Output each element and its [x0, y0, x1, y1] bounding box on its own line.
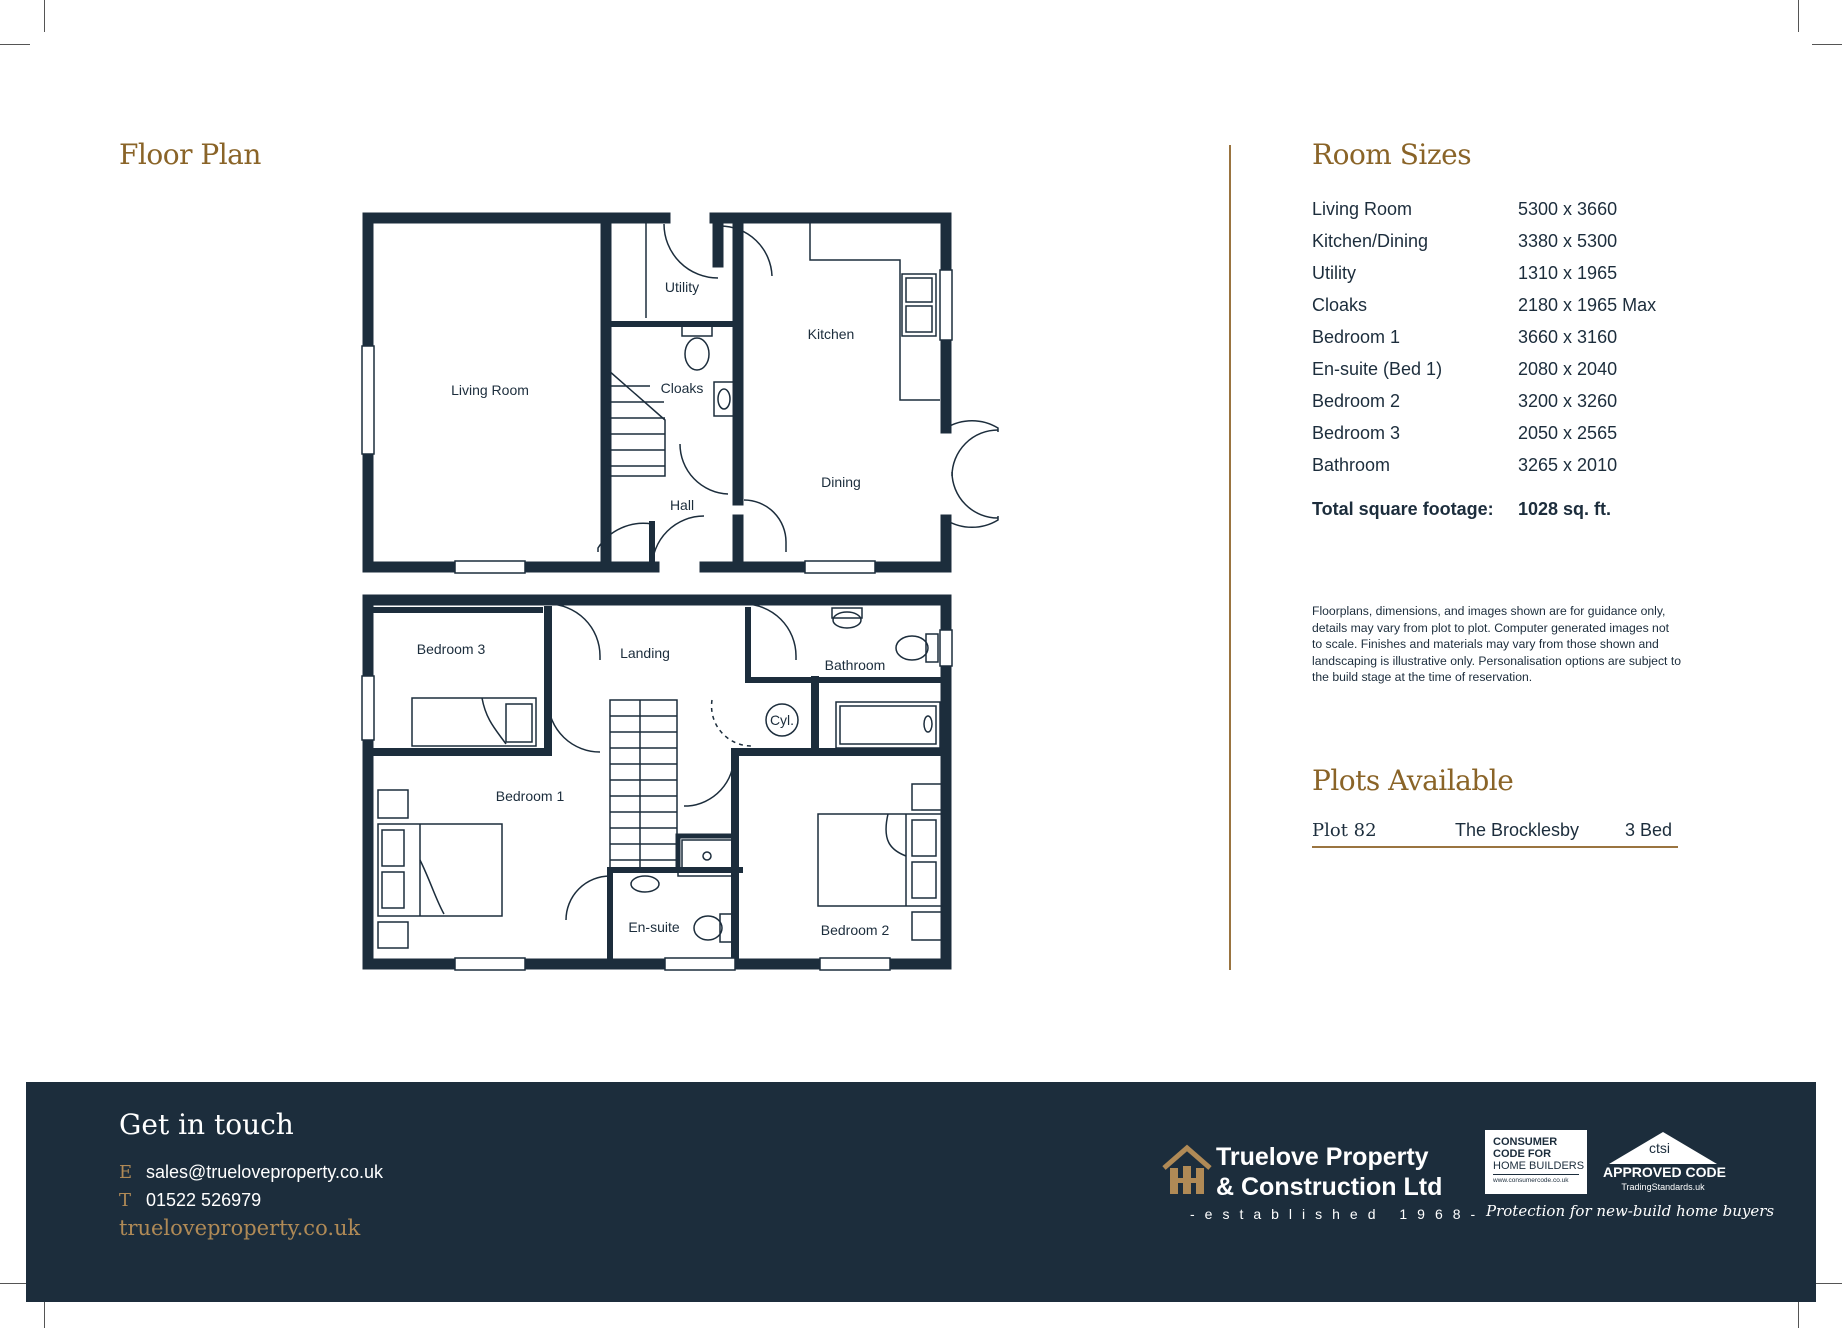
total-footage-value: 1028 sq. ft.: [1518, 499, 1612, 519]
cloaks-label: Cloaks: [660, 380, 704, 396]
room-size-row: [1312, 417, 1732, 449]
kitchen-label: Kitchen: [807, 326, 855, 342]
room-size-row: [1312, 257, 1732, 289]
room-name: Bedroom 1: [1312, 326, 1401, 347]
plots-available-title: Plots Available: [1312, 764, 1514, 797]
room-sizes-title: Room Sizes: [1312, 138, 1472, 171]
crop-mark: [1798, 0, 1799, 32]
room-size: 3380 x 5300: [1518, 230, 1618, 251]
room-size: 1310 x 1965: [1518, 262, 1618, 283]
room-name: Bedroom 2: [1312, 390, 1401, 411]
room-size-row: [1312, 289, 1732, 321]
company-name-line1: Truelove Property: [1216, 1143, 1429, 1171]
established-text: -established 1968-: [1190, 1206, 1486, 1222]
dining-label: Dining: [821, 474, 861, 490]
room-name: Cloaks: [1312, 294, 1368, 315]
floor-plan-title: Floor Plan: [119, 138, 261, 171]
room-name: Kitchen/Dining: [1312, 230, 1429, 251]
plot-number: Plot 82: [1312, 820, 1377, 841]
room-size: 3660 x 3160: [1518, 326, 1618, 347]
tsi-approved-badge: [1603, 1130, 1726, 1200]
room-name: En-suite (Bed 1): [1312, 358, 1443, 379]
utility-label: Utility: [664, 279, 700, 295]
company-name: [1216, 1142, 1442, 1202]
room-size-row: [1312, 353, 1732, 385]
room-size: 3265 x 2010: [1518, 454, 1618, 475]
hall-label: Hall: [669, 497, 695, 513]
bathroom-label: Bathroom: [824, 657, 886, 673]
website-link[interactable]: trueloveproperty.co.uk: [119, 1216, 361, 1240]
consumer-code-badge: [1485, 1130, 1587, 1194]
tsi-logo-text: ctsi: [1649, 1140, 1670, 1156]
trading-standards-text: TradingStandards.uk: [1621, 1182, 1705, 1192]
cylinder-label: Cyl.: [769, 712, 795, 728]
floor-plan-drawing: [340, 190, 1020, 990]
cc-line1: CONSUMER: [1493, 1136, 1558, 1148]
bedroom1-label: Bedroom 1: [495, 788, 565, 804]
crop-mark: [1798, 1298, 1799, 1328]
email-key: E: [119, 1162, 133, 1183]
bedroom3-label: Bedroom 3: [416, 641, 486, 657]
house-logo-icon: [1162, 1144, 1212, 1198]
room-name: Bedroom 3: [1312, 422, 1401, 443]
crop-mark: [44, 0, 45, 32]
living-room-label: Living Room: [451, 382, 529, 398]
room-size: 2050 x 2565: [1518, 422, 1618, 443]
room-name: Living Room: [1312, 198, 1413, 219]
room-size-row: [1312, 193, 1732, 225]
room-size: 2180 x 1965 Max: [1518, 294, 1657, 315]
disclaimer-text: Floorplans, dimensions, and images shown are for guidance only, details may vary from plot to plot. Computer generated images not to scale. Finishes and materials may vary from those shown and landscaping is illustrative only. Personalisation options are subject to the build stage at the time of reservation.: [1312, 604, 1681, 685]
crop-mark: [44, 1298, 45, 1328]
room-name: Utility: [1312, 262, 1356, 283]
landing-label: Landing: [620, 645, 670, 661]
room-size: 2080 x 2040: [1518, 358, 1618, 379]
room-size: 3200 x 3260: [1518, 390, 1618, 411]
cc-line2: CODE FOR: [1493, 1148, 1552, 1160]
total-footage-label: Total square footage:: [1312, 499, 1494, 519]
room-size-row: [1312, 449, 1732, 481]
footer: [26, 1082, 1816, 1302]
company-name-line2: & Construction Ltd: [1216, 1173, 1443, 1201]
approved-code-text: APPROVED CODE: [1603, 1164, 1726, 1180]
crop-mark: [0, 44, 30, 45]
plot-house-type: The Brocklesby: [1455, 820, 1580, 840]
protection-tagline: Protection for new-build home buyers: [1486, 1202, 1775, 1220]
room-size: 5300 x 3660: [1518, 198, 1618, 219]
phone-key: T: [119, 1190, 132, 1211]
get-in-touch-title: Get in touch: [119, 1108, 294, 1141]
cc-line3: HOME BUILDERS: [1493, 1160, 1585, 1172]
consumer-code-title: [1493, 1136, 1584, 1172]
email-link[interactable]: sales@trueloveproperty.co.uk: [146, 1162, 384, 1182]
room-name: Bathroom: [1312, 454, 1391, 475]
email-line: [119, 1162, 383, 1183]
bedroom2-label: Bedroom 2: [820, 922, 890, 938]
ensuite-label: En-suite: [628, 919, 680, 935]
room-size-row: [1312, 225, 1732, 257]
crop-mark: [1812, 1283, 1842, 1284]
crop-mark: [1812, 44, 1842, 45]
column-divider: [1229, 145, 1231, 970]
total-footage-row: [1312, 499, 1732, 520]
company-logo: [1162, 1142, 1486, 1242]
phone-line: [119, 1190, 261, 1211]
plot-bedrooms: 3 Bed: [1625, 820, 1673, 840]
consumer-code-url: www.consumercode.co.uk: [1493, 1174, 1579, 1184]
phone-link[interactable]: 01522 526979: [146, 1190, 262, 1210]
room-size-row: [1312, 385, 1732, 417]
plot-row: [1312, 818, 1678, 848]
room-sizes-table: [1312, 193, 1732, 520]
room-size-row: [1312, 321, 1732, 353]
